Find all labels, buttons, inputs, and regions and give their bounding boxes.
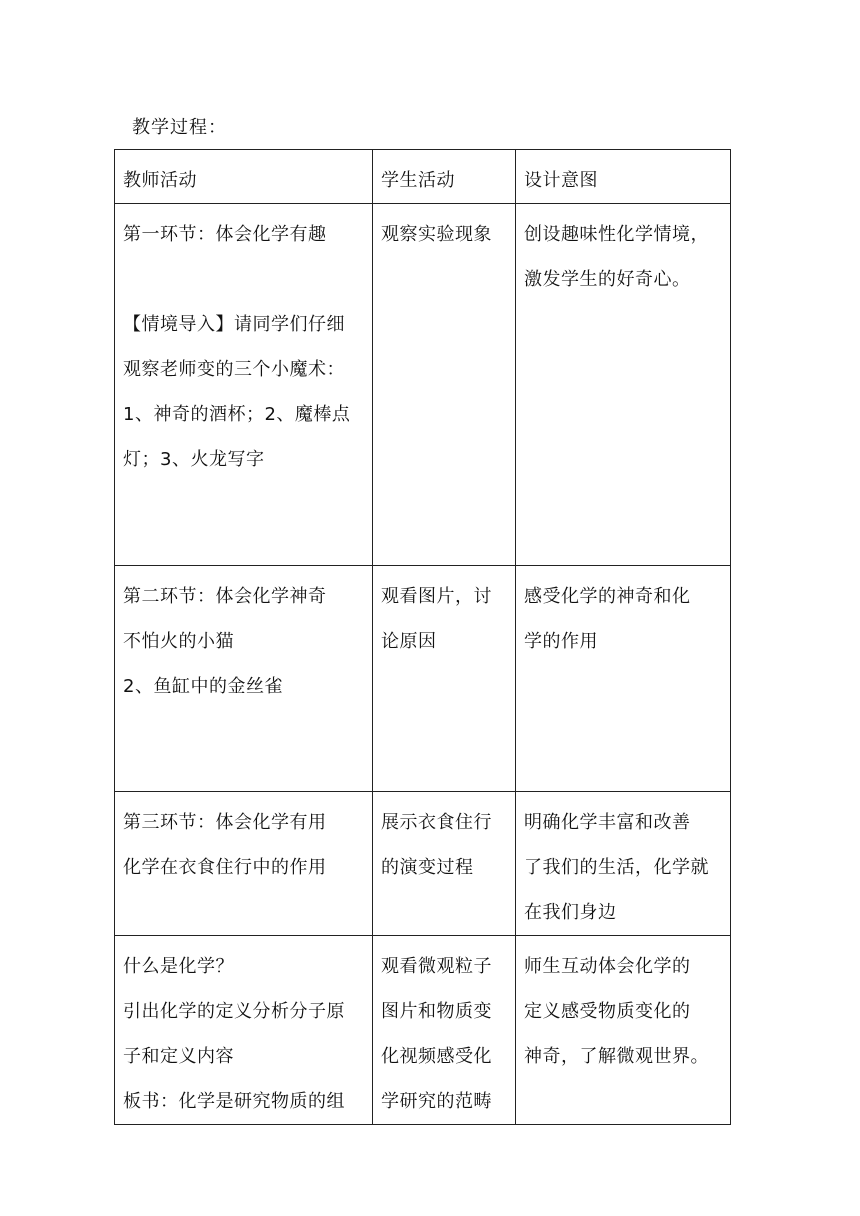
design-cell [516,204,731,566]
cell-line: 论原因 [381,631,437,652]
cell-line: 观看图片，讨 [381,586,492,607]
cell-line: 引出化学的定义分析分子原 [123,1001,345,1022]
cell-line: 学研究的范畴 [381,1091,492,1112]
cell-line: 了我们的生活，化学就 [524,857,709,878]
cell-line: 观察老师变的三个小魔术： [123,359,345,380]
cell-line: 激发学生的好奇心。 [524,269,691,290]
student-cell [373,936,516,1125]
table-row [115,936,731,1125]
table-row [115,204,731,566]
design-cell [516,792,731,936]
cell-line: 创设趣味性化学情境， [524,224,709,245]
cell-line: 不怕火的小猫 [123,631,234,652]
cell-line: 第三环节：体会化学有用 [123,812,327,833]
cell-line: 神奇，了解微观世界。 [524,1046,709,1067]
teacher-cell [115,204,373,566]
cell-line: 2、鱼缸中的金丝雀 [123,676,283,697]
teacher-cell [115,792,373,936]
header-design-intent: 设计意图 [516,150,731,204]
blank-line [123,257,364,302]
cell-line: 化学在衣食住行中的作用 [123,857,327,878]
lesson-process-table [114,149,731,1125]
cell-line: 的演变过程 [381,857,474,878]
table-row [115,792,731,936]
table-row [115,566,731,792]
cell-line: 感受化学的神奇和化 [524,586,691,607]
header-teacher-activity: 教师活动 [115,150,373,204]
cell-line: 板书：化学是研究物质的组 [123,1091,345,1112]
student-cell [373,204,516,566]
design-cell [516,936,731,1125]
table-header-row [115,150,731,204]
teacher-cell [115,566,373,792]
cell-line: 观察实验现象 [381,224,492,245]
cell-line: 观看微观粒子 [381,956,492,977]
cell-line: 第二环节：体会化学神奇 [123,586,327,607]
cell-line: 展示衣食住行 [381,812,492,833]
cell-line: 子和定义内容 [123,1046,234,1067]
cell-line: 明确化学丰富和改善 [524,812,691,833]
cell-line: 1、神奇的酒杯；2、魔棒点 [123,404,351,425]
cell-line: 化视频感受化 [381,1046,492,1067]
cell-line: 师生互动体会化学的 [524,956,691,977]
cell-line: 第一环节：体会化学有趣 [123,224,327,245]
cell-line: 【情境导入】请同学们仔细 [123,314,345,335]
student-cell [373,792,516,936]
cell-line: 学的作用 [524,631,598,652]
page-heading: 教学过程： [132,117,227,138]
cell-line: 什么是化学？ [123,956,234,977]
cell-line: 灯；3、火龙写字 [123,449,265,470]
cell-line: 定义感受物质变化的 [524,1001,691,1022]
student-cell [373,566,516,792]
cell-line: 在我们身边 [524,902,617,923]
teacher-cell [115,936,373,1125]
cell-line: 图片和物质变 [381,1001,492,1022]
design-cell [516,566,731,792]
header-student-activity: 学生活动 [373,150,516,204]
